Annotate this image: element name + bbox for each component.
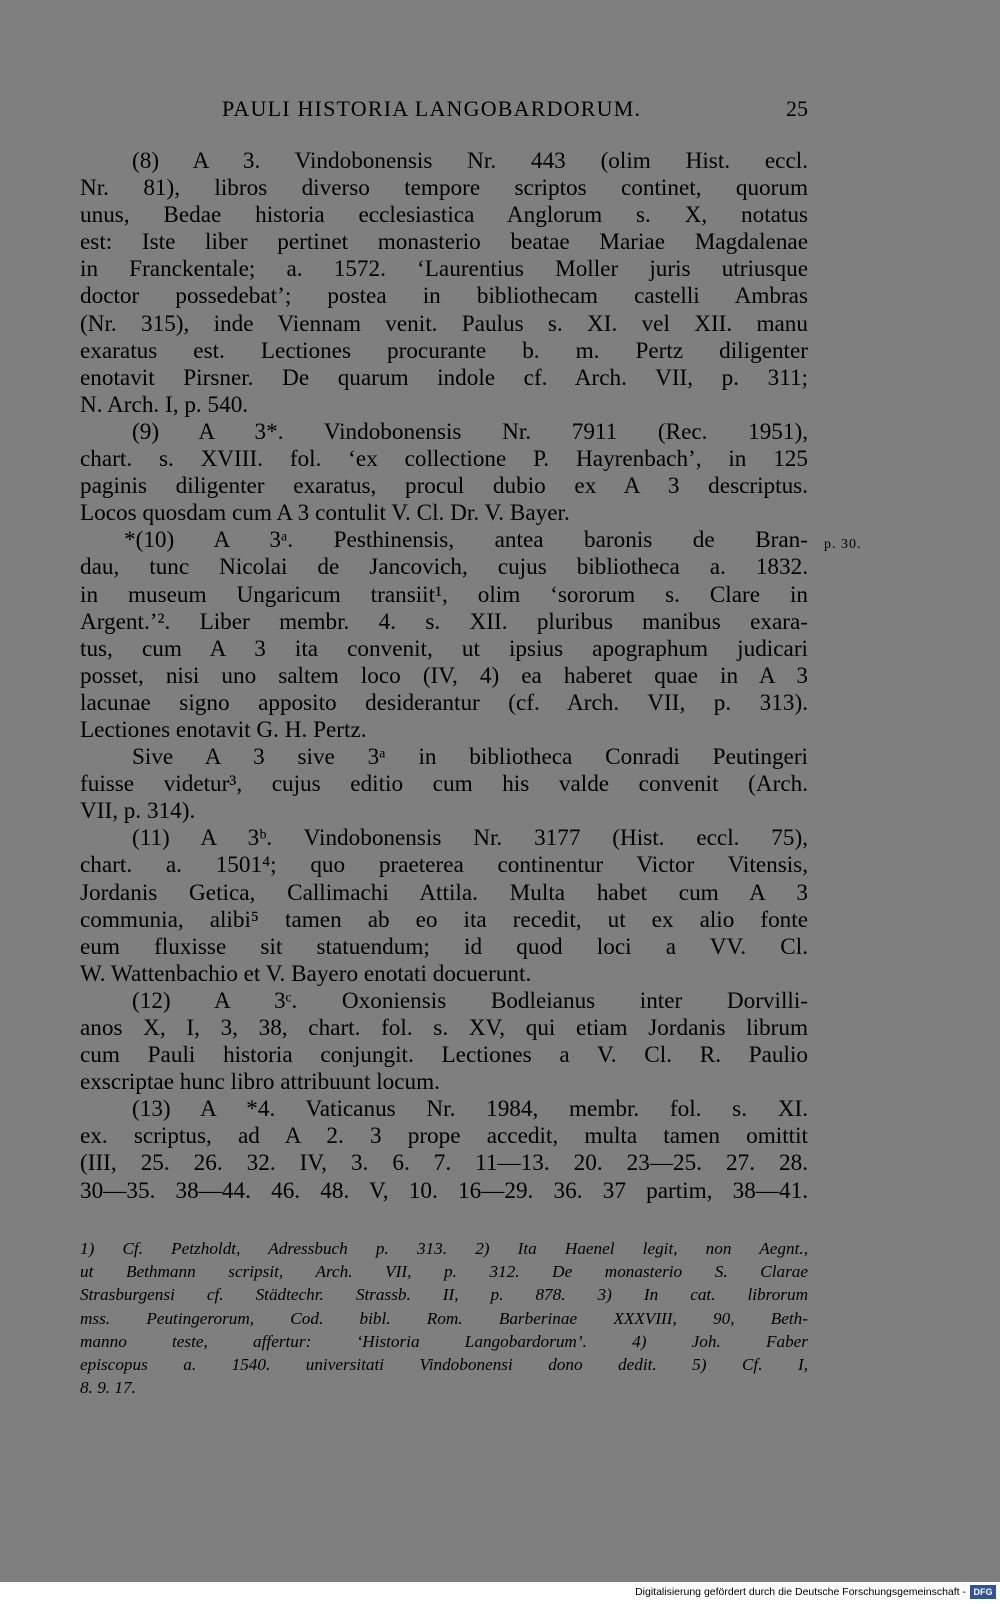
text-line: chart. a. 1501⁴; quo praeterea continentur Victor Vitensis, [80, 852, 808, 879]
text-line: (8) A 3. Vindobonensis Nr. 443 (olim Hist. eccl. [132, 148, 808, 174]
running-title: PAULI HISTORIA LANGOBARDORUM. [222, 96, 642, 121]
dfg-logo: DFG [970, 1585, 996, 1599]
text-line: in museum Ungaricum transiit¹, olim ‘sororum s. Clare in [80, 581, 808, 608]
text-line: Nr. 81), libros diverso tempore scriptos continet, quorum [80, 175, 808, 202]
text-line: tus, cum A 3 ita convenit, ut ipsius apographum judicari [80, 635, 808, 662]
text-line: enotavit Pirsner. De quarum indole cf. Arch. VII, p. 311; [80, 364, 808, 391]
text-line: (Nr. 315), inde Viennam venit. Paulus s. XI. vel XII. manu [80, 310, 808, 337]
text-line: N. Arch. I, p. 540. [80, 391, 249, 418]
text-line: (12) A 3ᶜ. Oxoniensis Bodleianus inter Dorvilli- [132, 987, 808, 1014]
footer-bar [0, 1582, 1000, 1604]
text-line: exaratus est. Lectiones procurante b. m. Pertz diligenter [80, 337, 808, 364]
text-line: est: Iste liber pertinet monasterio beatae Mariae Magdalenae [80, 229, 808, 256]
text-line: fuisse videtur³, cujus editio cum his valde convenit (Arch. [80, 771, 808, 798]
text-line: *(10) A 3ᵃ. Pesthinensis, antea baronis de Bran- [124, 527, 808, 554]
text-line: ex. scriptus, ad A 2. 3 prope accedit, multa tamen omittit [80, 1123, 808, 1150]
text-line: cum Pauli historia conjungit. Lectiones a V. Cl. R. Paulio [80, 1042, 808, 1069]
text-line: Jordanis Getica, Callimachi Attila. Multa habet cum A 3 [80, 879, 808, 906]
page-number: 25 [786, 96, 808, 121]
running-head [80, 96, 808, 130]
text-line: 30—35. 38—44. 46. 48. V, 10. 16—29. 36. 37 partim, 38—41. [80, 1177, 808, 1204]
text-line: (11) A 3ᵇ. Vindobonensis Nr. 3177 (Hist. eccl. 75), [132, 825, 808, 852]
text-line: chart. s. XVIII. fol. ‘ex collectione P. Hayrenbach’, in 125 [80, 446, 808, 473]
footnote-line: manno teste, affertur: ‘Historia Langobardorum’. 4) Joh. Faber [80, 1331, 808, 1351]
footnote-line: ut Bethmann scripsit, Arch. VII, p. 312. De monasterio S. Clarae [80, 1262, 808, 1282]
text-line: (9) A 3*. Vindobonensis Nr. 7911 (Rec. 1951), [132, 418, 808, 445]
text-line: eum fluxisse sit statuendum; id quod loci a VV. Cl. [80, 933, 808, 960]
text-line: Lectiones enotavit G. H. Pertz. [80, 716, 367, 743]
margin-page-reference: p. 30. [824, 537, 862, 552]
footnote-line: mss. Peutingerorum, Cod. bibl. Rom. Barberinae XXXVIII, 90, Beth- [80, 1308, 808, 1328]
text-line: in Franckentale; a. 1572. ‘Laurentius Moller juris utriusque [80, 256, 808, 283]
footnote-line: episcopus a. 1540. universitati Vindobonensi dono dedit. 5) Cf. I, [80, 1354, 808, 1374]
text-line: W. Wattenbachio et V. Bayero enotati docuerunt. [80, 960, 532, 987]
footnotes [80, 1237, 808, 1399]
footnote-line: Strasburgensi cf. Städtechr. Strassb. II, p. 878. 3) In cat. librorum [80, 1285, 808, 1305]
text-line: VII, p. 314). [80, 798, 196, 825]
text-line: (13) A *4. Vaticanus Nr. 1984, membr. fol. s. XI. [132, 1096, 808, 1123]
main-text [80, 148, 808, 1205]
text-line: doctor possedebat’; postea in bibliothecam castelli Ambras [80, 283, 808, 310]
text-line: communia, alibi⁵ tamen ab eo ita recedit, ut ex alio fonte [80, 906, 808, 933]
text-line: exscriptae hunc libro attribuunt locum. [80, 1069, 440, 1096]
text-line: Locos quosdam cum A 3 contulit V. Cl. Dr. V. Bayer. [80, 500, 570, 527]
text-line: (III, 25. 26. 32. IV, 3. 6. 7. 11—13. 20. 23—25. 27. 28. [80, 1150, 808, 1177]
footer-credit: Digitalisierung gefördert durch die Deutsche Forschungsgemeinschaft - [635, 1586, 966, 1598]
text-line: unus, Bedae historia ecclesiastica Anglorum s. X, notatus [80, 202, 808, 229]
text-line: Argent.’². Liber membr. 4. s. XII. pluribus manibus exara- [80, 608, 808, 635]
text-line: dau, tunc Nicolai de Jancovich, cujus bibliotheca a. 1832. [80, 554, 808, 581]
text-line: anos X, I, 3, 38, chart. fol. s. XV, qui etiam Jordanis librum [80, 1015, 808, 1041]
footnote-line: 8. 9. 17. [80, 1378, 136, 1398]
text-line: Sive A 3 sive 3ᵃ in bibliotheca Conradi Peutingeri [132, 744, 808, 771]
text-line: paginis diligenter exaratus, procul dubio ex A 3 descriptus. [80, 473, 808, 500]
footnote-line: 1) Cf. Petzholdt, Adressbuch p. 313. 2) Ita Haenel legit, non Aegnt., [80, 1239, 808, 1258]
text-line: posset, nisi uno saltem loco (IV, 4) ea haberet quae in A 3 [80, 662, 808, 689]
text-line: lacunae signo apposito desiderantur (cf. Arch. VII, p. 313). [80, 689, 808, 716]
